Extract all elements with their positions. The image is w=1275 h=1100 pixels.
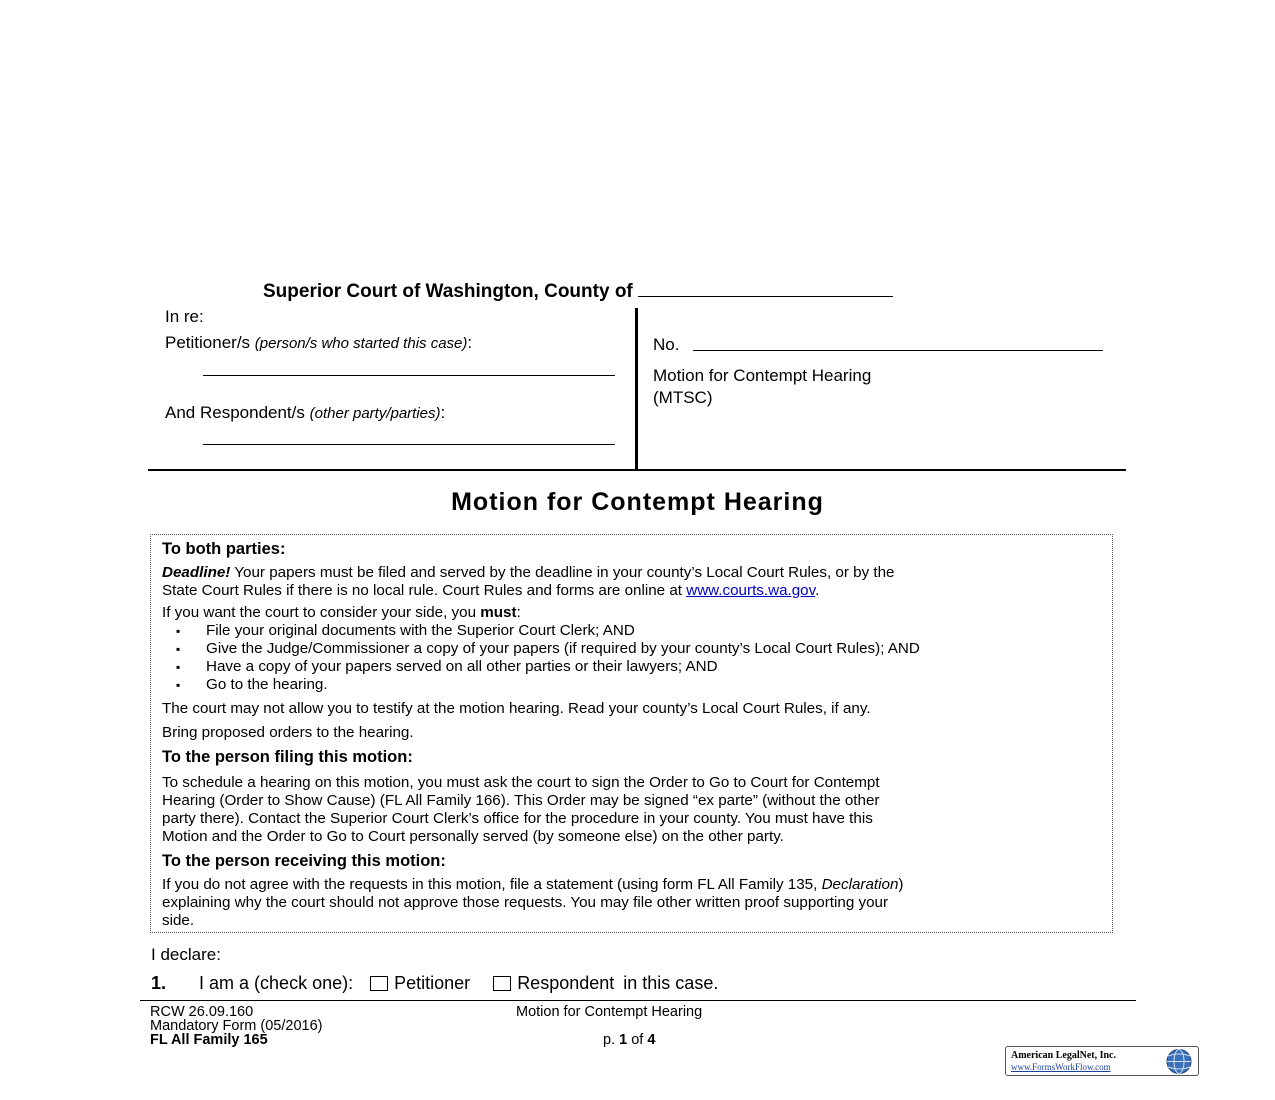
list-item: ▪ Give the Judge/Commissioner a copy of your papers (if required by your county’s Local Court Rules); AND [176,640,920,657]
footer-mandatory: Mandatory Form (05/2016) [150,1018,323,1034]
item-number: 1. [151,973,167,993]
both-parties-heading: To both parties: [162,540,286,558]
testify-paragraph: The court may not allow you to testify at the motion hearing. Read your county’s Local Court Rules, if any. [162,700,871,717]
bullet-icon: ▪ [176,642,181,656]
logo-company: American LegalNet, Inc. [1011,1050,1116,1061]
declare-label: I declare: [151,945,221,964]
globe-icon [1164,1048,1194,1075]
respondent-blank[interactable] [203,444,615,445]
petitioner-checkbox[interactable] [370,976,388,991]
footer-title: Motion for Contempt Hearing [516,1004,703,1020]
caption-bottom-rule [148,469,1126,471]
list-item: ▪ File your original documents with the Superior Court Clerk; AND [176,622,635,639]
receiving-paragraph: If you do not agree with the requests in this motion, file a statement (using form FL All Family 135, Declaration) explaining why the court should not approve those requests. You may file other written proof supporting your side. [162,876,904,929]
legalnet-logo[interactable] [1005,1046,1199,1076]
footer-rule [140,1000,1136,1001]
logo-site[interactable]: www.FormsWorkFlow.com [1011,1062,1111,1072]
respondent-option-label: Respondent [517,973,615,993]
footer-form-id: FL All Family 165 [150,1032,268,1048]
requirements-list [162,622,1101,694]
courts-link[interactable]: www.courts.wa.gov [686,582,816,599]
must-paragraph: If you want the court to consider your side, you must: [162,604,521,621]
bullet-icon: ▪ [176,678,181,692]
caption-divider [635,308,638,470]
in-re-label: In re: [165,307,204,326]
footer-page: p. 1 of 4 [603,1032,656,1048]
petitioner-option-label: Petitioner [394,973,471,993]
case-number-label: No. [653,335,680,354]
petitioner-label: Petitioner/s (person/s who started this case): [165,333,473,352]
doc-title-line2: (MTSC) [653,388,713,407]
list-item: ▪ Have a copy of your papers served on all other parties or their lawyers; AND [176,658,718,675]
instructions-box [150,534,1113,933]
case-number-blank[interactable] [693,350,1103,351]
court-title: Superior Court of Washington, County of [263,279,893,303]
county-blank[interactable] [638,279,893,297]
respondent-label: And Respondent/s (other party/parties): [165,403,446,422]
deadline-paragraph: Deadline! Your papers must be filed and served by the deadline in your county’s Local Court Rules, or by the State Court Rules if there is no local rule. Court Rules and forms are online at www.courts.wa.gov. [162,564,895,599]
respondent-checkbox[interactable] [493,976,511,991]
bring-orders-paragraph: Bring proposed orders to the hearing. [162,724,414,741]
item-suffix: in this case. [623,973,719,993]
list-item: ▪ Go to the hearing. [176,676,328,693]
petitioner-blank[interactable] [203,375,615,376]
receiving-heading: To the person receiving this motion: [162,852,446,870]
doc-title-line1: Motion for Contempt Hearing [653,366,872,385]
bullet-icon: ▪ [176,624,181,638]
filing-heading: To the person filing this motion: [162,748,413,766]
item-prompt: I am a (check one): [199,973,354,993]
bullet-icon: ▪ [176,660,181,674]
page-title: Motion for Contempt Hearing [451,488,824,516]
item-1 [151,973,718,994]
filing-paragraph: To schedule a hearing on this motion, you must ask the court to sign the Order to Go to Court for Contempt Hearing (Order to Show Cause) (FL All Family 166). This Order may be signed “ex parte” (without the other party there). Contact the Superior Court Clerk’s office for the procedure in your county. You must have this Motion and the Order to Go to Court personally served (by someone else) on the other party. [162,774,880,845]
footer-rcw: RCW 26.09.160 [150,1004,254,1020]
